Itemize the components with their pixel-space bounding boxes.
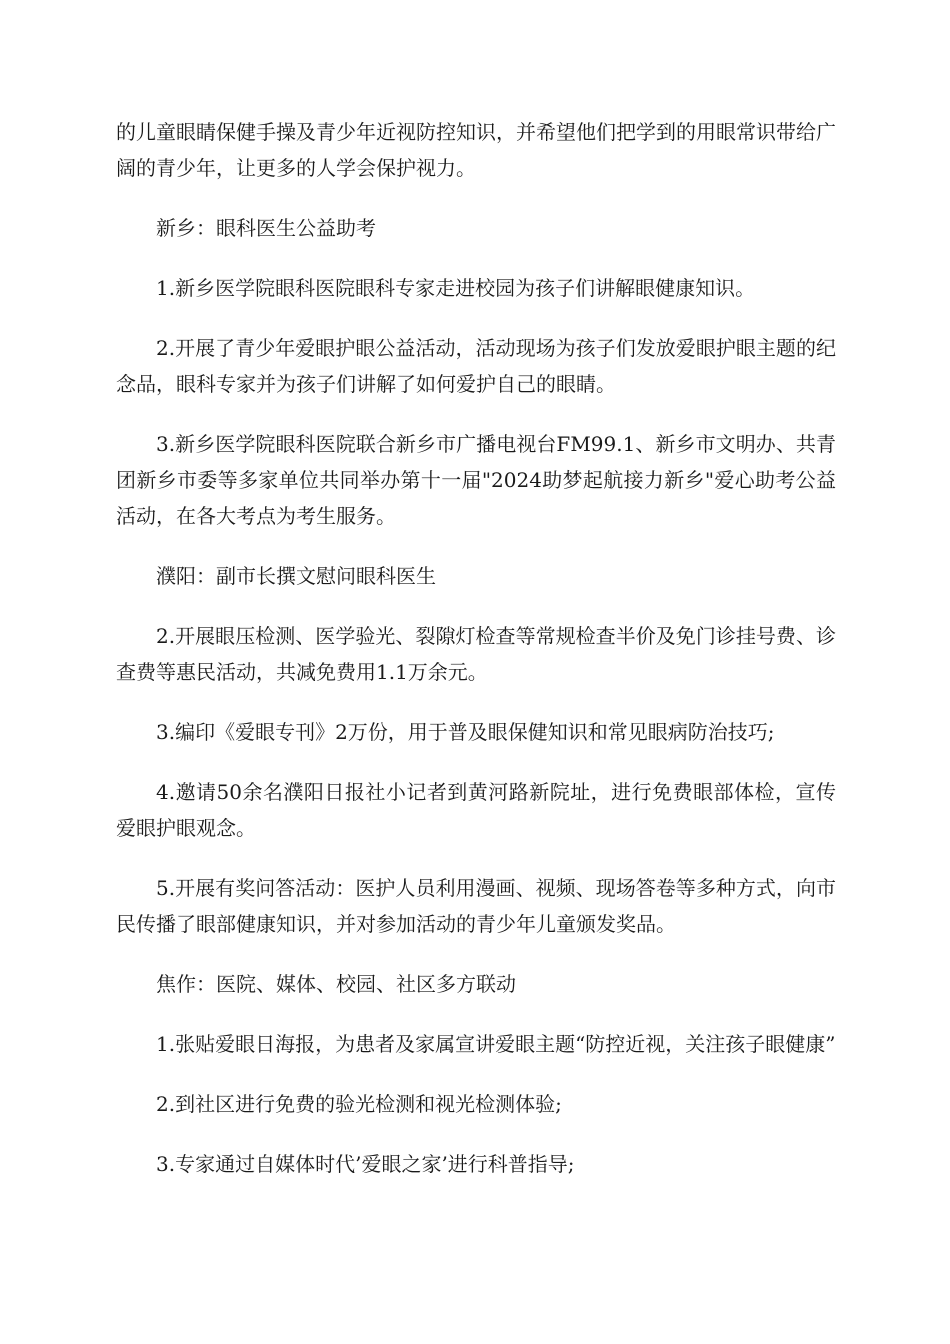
paragraph: 2.开展眼压检测、医学验光、裂隙灯检查等常规检查半价及免门诊挂号费、诊查费等惠民活动，共减免费用1.1万余元。: [116, 624, 836, 684]
paragraph: 3.编印《爱眼专刊》2万份，用于普及眼保健知识和常见眼病防治技巧;: [156, 720, 775, 744]
paragraph: 1.新乡医学院眼科医院眼科专家走进校园为孩子们讲解眼健康知识。: [156, 276, 756, 300]
section-heading-puyang: 濮阳：副市长撰文慰问眼科医生: [156, 564, 436, 588]
section-heading-xinxiang: 新乡：眼科医生公益助考: [156, 216, 376, 240]
paragraph: 5.开展有奖问答活动：医护人员利用漫画、视频、现场答卷等多种方式，向市民传播了眼部健康知识，并对参加活动的青少年儿童颁发奖品。: [116, 876, 836, 936]
section-heading-jiaozuo: 焦作：医院、媒体、校园、社区多方联动: [156, 972, 516, 996]
document-body: [116, 114, 836, 1206]
paragraph: 2.到社区进行免费的验光检测和视光检测体验;: [156, 1092, 562, 1116]
paragraph: 1.张贴爱眼日海报，为患者及家属宣讲爱眼主题“防控近视，关注孩子眼健康”: [156, 1032, 836, 1056]
paragraph: 3.专家通过自媒体时代’爱眼之家’进行科普指导;: [156, 1152, 575, 1176]
paragraph-continuation: 的儿童眼睛保健手操及青少年近视防控知识，并希望他们把学到的用眼常识带给广阔的青少年，让更多的人学会保护视力。: [116, 120, 836, 180]
paragraph: 3.新乡医学院眼科医院联合新乡市广播电视台FM99.1、新乡市文明办、共青团新乡市委等多家单位共同举办第十一届"2024助梦起航接力新乡"爱心助考公益活动，在各大考点为考生服务。: [116, 432, 836, 528]
paragraph: 4.邀请50余名濮阳日报社小记者到黄河路新院址，进行免费眼部体检，宣传爱眼护眼观念。: [116, 780, 836, 840]
paragraph: 2.开展了青少年爱眼护眼公益活动，活动现场为孩子们发放爱眼护眼主题的纪念品，眼科专家并为孩子们讲解了如何爱护自己的眼睛。: [116, 336, 836, 396]
